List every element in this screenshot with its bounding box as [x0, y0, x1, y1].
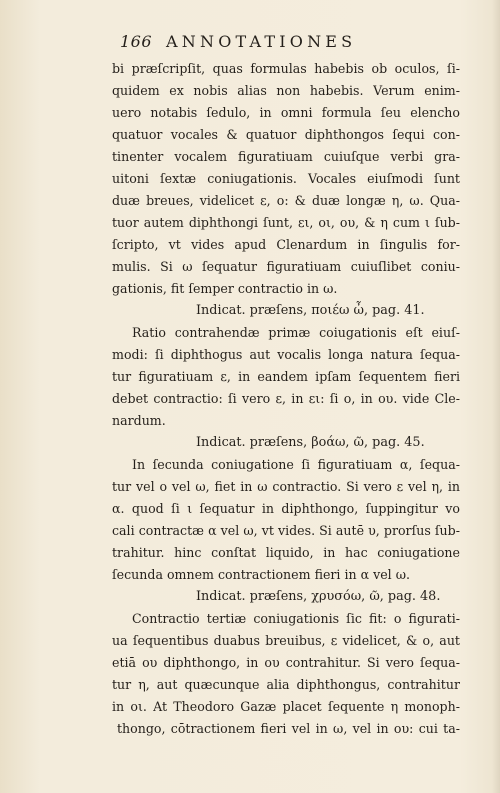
text-line: etiā ου diphthongo, in ου contrahitur. Si vero ſequa- [112, 655, 460, 670]
text-line: mulis. Si ω ſequatur figuratiuam cuiuſlibet coniu- [112, 259, 460, 274]
text-line: gationis, fit ſemper contractio in ω. [112, 281, 338, 296]
text-line: duæ breues, videlicet ε, ο: & duæ longæ η, ω. Qua- [112, 193, 460, 208]
text-line: nardum. [112, 413, 166, 428]
text-line: tinenter vocalem figuratiuam cuiuſque verbi gra- [112, 149, 460, 164]
text-line: tur vel ο vel ω, fiet in ω contractio. Si vero ε vel η, in [112, 479, 460, 494]
text-line: quatuor vocales & quatuor diphthongos ſequi con- [112, 127, 460, 142]
page-edge-shadow [492, 0, 500, 793]
text-line: Contractio tertiæ coniugationis ſic fit: ο figurati- [132, 611, 460, 626]
text-line: modi: ſi diphthogus aut vocalis longa natura ſequa- [112, 347, 460, 362]
text-line: cali contractæ α vel ω, vt vides. Si autē υ, prorſus ſub- [112, 523, 460, 538]
section-heading-line: Indicat. præſens, ποιέω ὦ, pag. 41. [196, 303, 425, 318]
running-title: ANNOTATIONES [166, 32, 357, 51]
text-line: Ratio contrahendæ primæ coiugationis eſt eiuſ- [132, 325, 460, 340]
text-line: uitoni ſextæ coniugationis. Vocales eiuſmodi ſunt [112, 171, 460, 186]
text-line: uero notabis ſedulo, in omni formula ſeu elencho [112, 105, 460, 120]
text-line: quidem ex nobis alias non habebis. Verum enim- [112, 83, 460, 98]
text-line: trahitur. hinc conſtat liquido, in hac coniugatione [112, 545, 460, 560]
page-header [120, 32, 450, 56]
section-heading-line: Indicat. præſens, βοάω, ῶ, pag. 45. [196, 435, 425, 450]
text-line: α. quod ſi ι ſequatur in diphthongo, ſuppingitur vo [112, 501, 460, 516]
body-text [112, 58, 460, 740]
page-number: 166 [120, 32, 153, 51]
text-line: in οι. At Theodoro Gazæ placet ſequente η monoph- [112, 699, 460, 714]
text-line: ſecunda omnem contractionem fieri in α vel ω. [112, 567, 410, 582]
text-line: ſcripto, vt vides apud Clenardum in ſingulis for- [112, 237, 460, 252]
text-line: bi præſcripſit, quas formulas habebis ob oculos, ſi- [112, 61, 460, 76]
section-heading-line: Indicat. præſens, χρυσόω, ῶ, pag. 48. [196, 589, 441, 604]
text-line: tuor autem diphthongi ſunt, ει, οι, ου, & η cum ι ſub- [112, 215, 460, 230]
text-line: tur figuratiuam ε, in eandem ipſam ſequentem fieri [112, 369, 460, 384]
text-line: thongo, cōtractionem fieri vel in ω, vel in ου: cui ta- [117, 721, 460, 736]
text-line: debet contractio: ſi vero ε, in ει: ſi ο, in ου. vide Cle- [112, 391, 460, 406]
text-line: In ſecunda coniugatione ſi figuratiuam α, ſequa- [132, 457, 460, 472]
text-line: ua ſequentibus duabus breuibus, ε videlicet, & ο, aut [112, 633, 460, 648]
text-line: tur η, aut quæcunque alia diphthongus, contrahitur [112, 677, 460, 692]
